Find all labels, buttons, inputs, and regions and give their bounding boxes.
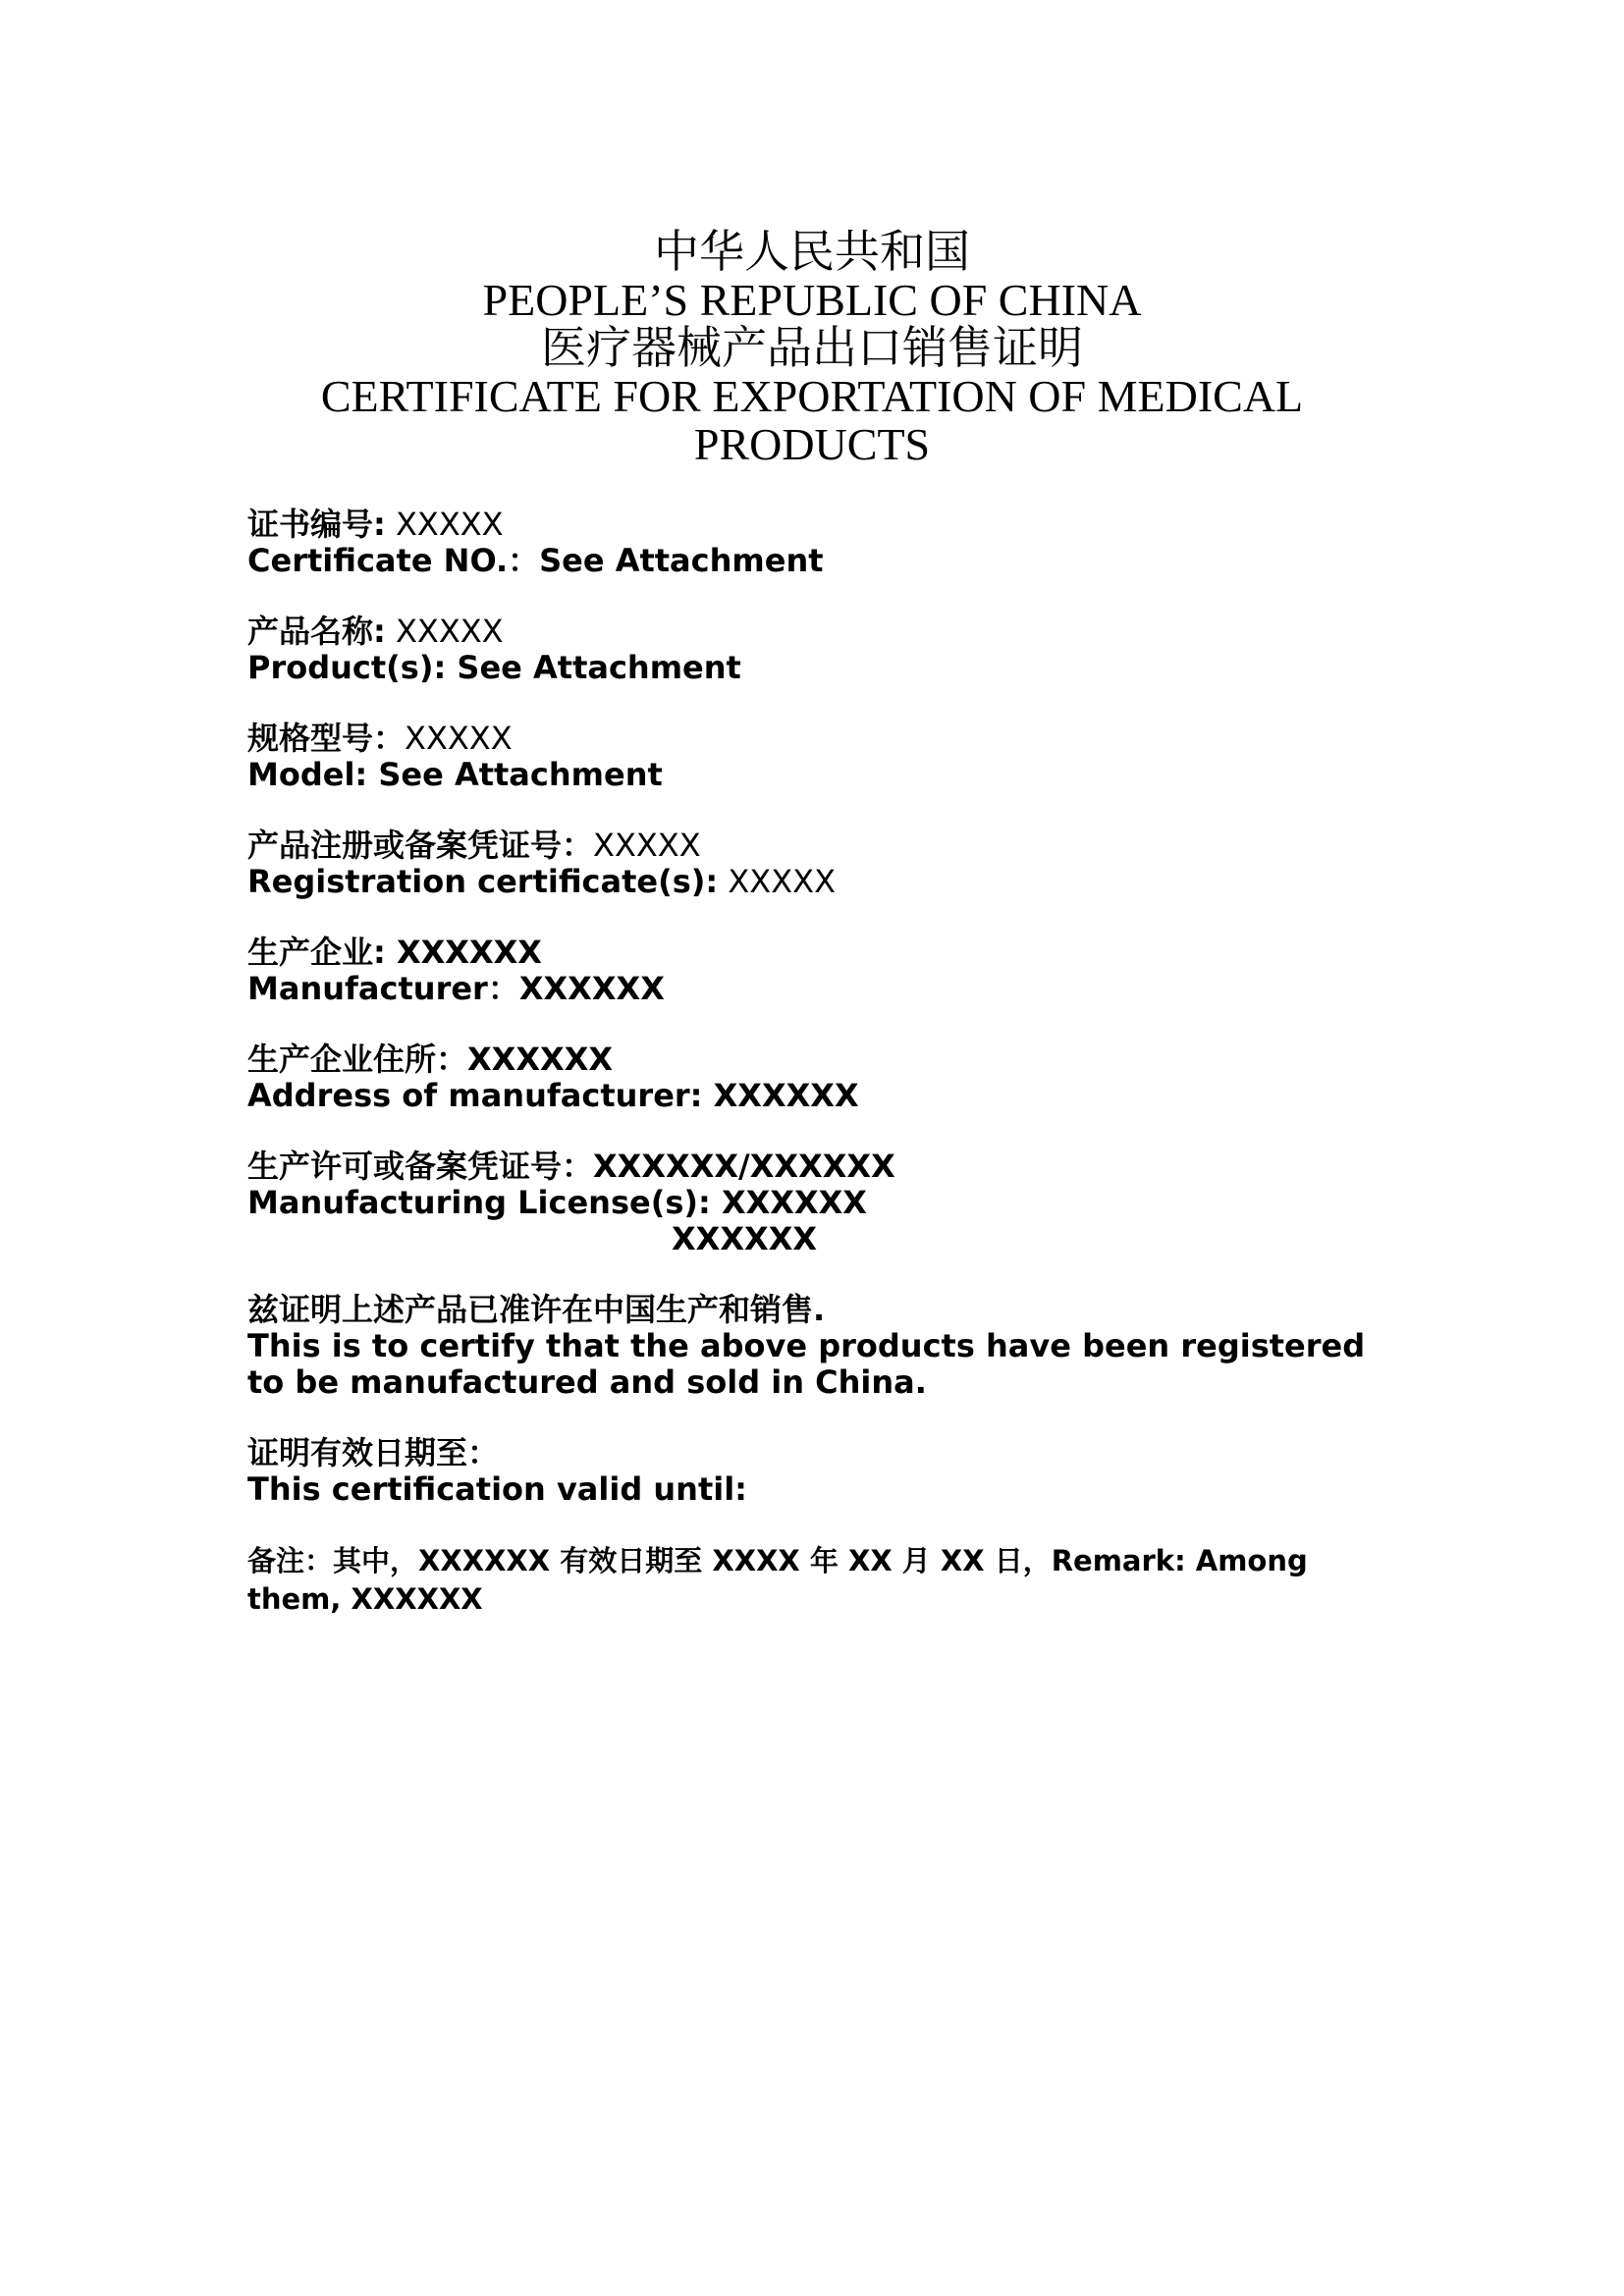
license-en-second: XXXXXX xyxy=(672,1220,818,1257)
remark-note: 备注：其中，XXXXXX 有效日期至 XXXX 年 XX 月 XX 日，Remark: Among them, XXXXXX xyxy=(247,1544,1308,1616)
registration-cn-label: 产品注册或备案凭证号： xyxy=(247,827,594,864)
model-cn xyxy=(247,721,1396,757)
product-field xyxy=(247,614,1396,686)
validity-field xyxy=(247,1435,1396,1508)
model-cn-label: 规格型号： xyxy=(247,720,406,757)
certify-en: This is to certify that the above products have been registered to be manufactured and sold in China. xyxy=(247,1327,1366,1401)
certify-cn: 兹证明上述产品已准许在中国生产和销售. xyxy=(247,1291,826,1328)
manufacturer-field xyxy=(247,934,1396,1007)
manufacturer-cn: 生产企业: XXXXXX xyxy=(247,934,542,971)
certificate-body xyxy=(247,507,1396,1619)
license-field xyxy=(247,1148,1396,1257)
registration-cn-value: XXXXX xyxy=(593,827,701,864)
certificate-title-cn: 医疗器械产品出口销售证明 xyxy=(541,323,1083,373)
certificate-title-en: CERTIFICATE FOR EXPORTATION OF MEDICAL xyxy=(320,371,1304,421)
certificate-no-cn-label: 证书编号: xyxy=(247,506,386,543)
manufacturer-en: Manufacturer：XXXXXX xyxy=(247,970,665,1007)
address-en: Address of manufacturer: XXXXXX xyxy=(247,1077,859,1114)
certificate-no-field xyxy=(247,507,1396,579)
license-cn: 生产许可或备案凭证号：XXXXXX/XXXXXX xyxy=(247,1148,895,1185)
product-en: Product(s): See Attachment xyxy=(247,649,741,686)
model-en: Model: See Attachment xyxy=(247,756,663,793)
country-title-cn: 中华人民共和国 xyxy=(654,227,970,277)
product-cn-value: XXXXX xyxy=(385,613,504,650)
validity-cn: 证明有效日期至： xyxy=(247,1434,500,1471)
model-cn-value: XXXXX xyxy=(405,720,513,757)
product-cn xyxy=(247,614,1396,650)
product-cn-label: 产品名称: xyxy=(247,613,386,650)
license-en: Manufacturing License(s): XXXXXX xyxy=(247,1184,867,1221)
address-cn: 生产企业住所：XXXXXX xyxy=(247,1041,614,1078)
certificate-no-cn xyxy=(247,507,1396,543)
country-title-en: PEOPLE’S REPUBLIC OF CHINA xyxy=(482,275,1142,325)
registration-en-value: XXXXX xyxy=(718,863,836,900)
certificate-title-en-cont: PRODUCTS xyxy=(693,419,931,469)
certify-statement xyxy=(247,1292,1396,1401)
validity-en: This certification valid until: xyxy=(247,1470,747,1508)
address-field xyxy=(247,1041,1396,1114)
registration-cn xyxy=(247,828,1396,864)
registration-en-label: Registration certificate(s): xyxy=(247,863,719,900)
certificate-header xyxy=(0,228,1624,468)
certificate-no-cn-value: XXXXX xyxy=(385,506,504,543)
certificate-no-en: Certificate NO.：See Attachment xyxy=(247,542,824,579)
registration-en xyxy=(247,864,1396,900)
model-field xyxy=(247,721,1396,793)
registration-field xyxy=(247,828,1396,900)
